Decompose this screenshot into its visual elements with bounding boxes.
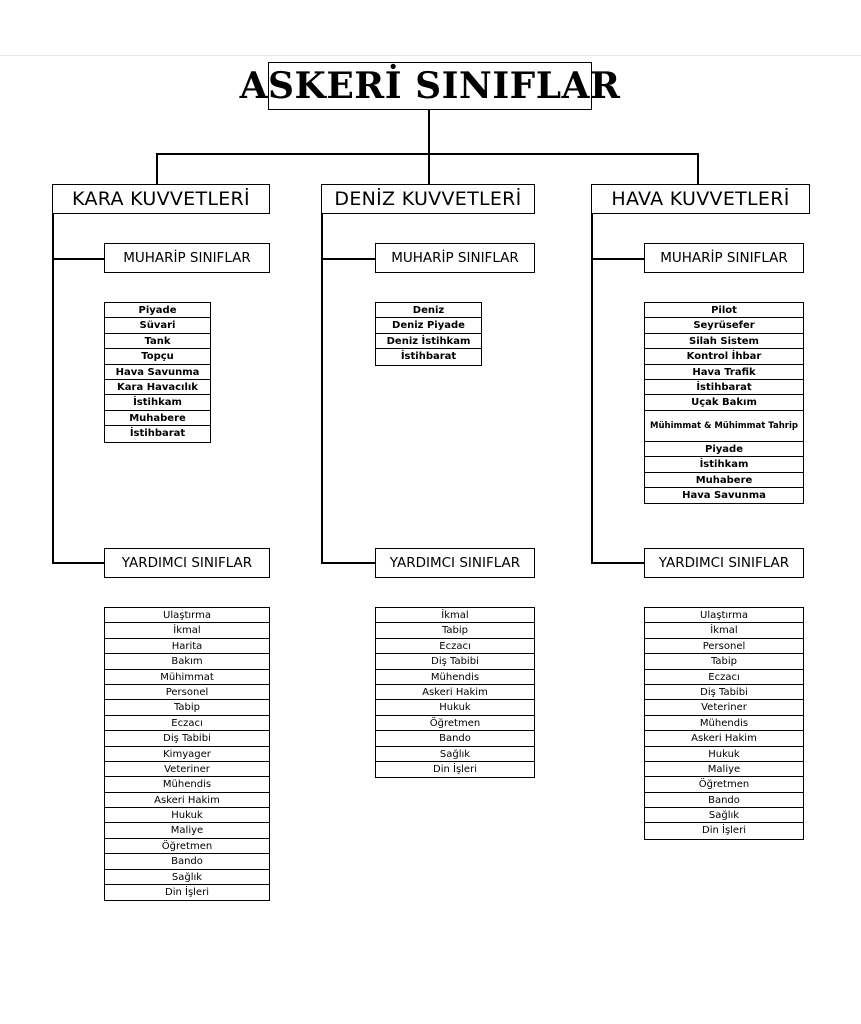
list-item: Hava Trafik	[645, 365, 803, 380]
list-item: Ulaştırma	[105, 608, 269, 623]
list-item: Topçu	[105, 349, 210, 364]
list-item: Deniz İstihkam	[376, 334, 481, 349]
list-item: Personel	[105, 685, 269, 700]
kara-drop	[156, 153, 158, 185]
list-item: Bakım	[105, 654, 269, 669]
list-item: Diş Tabibi	[376, 654, 534, 669]
list-item: Askeri Hakim	[645, 731, 803, 746]
page-top-divider	[0, 55, 861, 56]
list-item: Harita	[105, 639, 269, 654]
deniz-drop	[428, 153, 430, 185]
chart-title: ASKERİ SINIFLAR	[268, 62, 592, 110]
list-item: Askeri Hakim	[376, 685, 534, 700]
branch-hava: HAVA KUVVETLERİ	[591, 184, 810, 214]
list-item: Deniz Piyade	[376, 318, 481, 333]
list-item: Mühendis	[645, 716, 803, 731]
list-item: Hava Savunma	[105, 365, 210, 380]
list-item: Maliye	[645, 762, 803, 777]
list-item: Kara Havacılık	[105, 380, 210, 395]
list-item: Askeri Hakim	[105, 793, 269, 808]
list-item: Eczacı	[105, 716, 269, 731]
list-item: İstihbarat	[645, 380, 803, 395]
list-item: Tabip	[105, 700, 269, 715]
list-item: Muhabere	[645, 473, 803, 488]
list-item: Tabip	[376, 623, 534, 638]
hava-yardimci-link	[591, 562, 645, 564]
list-item: Mühimmat	[105, 670, 269, 685]
hava-muharip-link	[591, 258, 645, 260]
deniz-muharip-list	[375, 302, 482, 366]
list-item: Diş Tabibi	[645, 685, 803, 700]
list-item: Hava Savunma	[682, 489, 766, 501]
deniz-yardimci-list	[375, 607, 535, 778]
list-item: Deniz	[376, 303, 481, 318]
list-item: Mühendis	[376, 670, 534, 685]
list-item: Eczacı	[645, 670, 803, 685]
list-item: Piyade	[645, 442, 803, 457]
list-item: İstihbarat	[400, 351, 457, 363]
list-item: Sağlık	[376, 747, 534, 762]
hava-spine	[591, 214, 593, 563]
list-item: Hukuk	[645, 747, 803, 762]
hava-drop	[697, 153, 699, 185]
list-item: Din İşleri	[433, 763, 477, 775]
hava-muharip-list	[644, 302, 804, 504]
list-item: Silah Sistem	[645, 334, 803, 349]
list-item: Tank	[105, 334, 210, 349]
list-item: Pilot	[645, 303, 803, 318]
list-item: Hukuk	[376, 700, 534, 715]
list-item: Kontrol İhbar	[645, 349, 803, 364]
kara-yardimci-header: YARDIMCI SINIFLAR	[104, 548, 270, 578]
list-item: Piyade	[105, 303, 210, 318]
branch-deniz: DENİZ KUVVETLERİ	[321, 184, 535, 214]
list-item: Öğretmen	[105, 839, 269, 854]
list-item: Öğretmen	[376, 716, 534, 731]
deniz-yardimci-header: YARDIMCI SINIFLAR	[375, 548, 535, 578]
kara-muharip-list	[104, 302, 211, 443]
kara-muharip-header: MUHARİP SINIFLAR	[104, 243, 270, 273]
list-item: Kimyager	[105, 747, 269, 762]
list-item: Hukuk	[105, 808, 269, 823]
hava-yardimci-list	[644, 607, 804, 840]
list-item: Din İşleri	[702, 825, 746, 837]
list-item: Sağlık	[105, 870, 269, 885]
list-item: Uçak Bakım	[645, 395, 803, 410]
list-item: Personel	[645, 639, 803, 654]
kara-spine	[52, 214, 54, 563]
hava-yardimci-header: YARDIMCI SINIFLAR	[644, 548, 804, 578]
list-item: Diş Tabibi	[105, 731, 269, 746]
branch-kara: KARA KUVVETLERİ	[52, 184, 270, 214]
list-item: Veteriner	[105, 762, 269, 777]
list-item: Mühimmat & Mühimmat Tahrip	[645, 411, 803, 442]
list-item: Bando	[645, 793, 803, 808]
list-item: Sağlık	[645, 808, 803, 823]
list-item: İkmal	[645, 623, 803, 638]
list-item: Tabip	[645, 654, 803, 669]
deniz-muharip-link	[321, 258, 376, 260]
title-connector	[428, 110, 430, 154]
list-item: Mühendis	[105, 777, 269, 792]
list-item: Ulaştırma	[645, 608, 803, 623]
list-item: Muhabere	[105, 411, 210, 426]
list-item: Veteriner	[645, 700, 803, 715]
list-item: İstihbarat	[129, 428, 186, 440]
kara-yardimci-list	[104, 607, 270, 901]
list-item: Süvari	[105, 318, 210, 333]
hava-muharip-header: MUHARİP SINIFLAR	[644, 243, 804, 273]
list-item: Maliye	[105, 823, 269, 838]
list-item: İkmal	[105, 623, 269, 638]
deniz-muharip-header: MUHARİP SINIFLAR	[375, 243, 535, 273]
list-item: İstihkam	[645, 457, 803, 472]
list-item: Bando	[376, 731, 534, 746]
list-item: Din İşleri	[165, 887, 209, 899]
deniz-yardimci-link	[321, 562, 376, 564]
list-item: Öğretmen	[645, 777, 803, 792]
list-item: Bando	[105, 854, 269, 869]
list-item: Eczacı	[376, 639, 534, 654]
kara-muharip-link	[52, 258, 105, 260]
list-item: İstihkam	[105, 395, 210, 410]
list-item: Seyrüsefer	[645, 318, 803, 333]
kara-yardimci-link	[52, 562, 105, 564]
deniz-spine	[321, 214, 323, 563]
list-item: İkmal	[376, 608, 534, 623]
